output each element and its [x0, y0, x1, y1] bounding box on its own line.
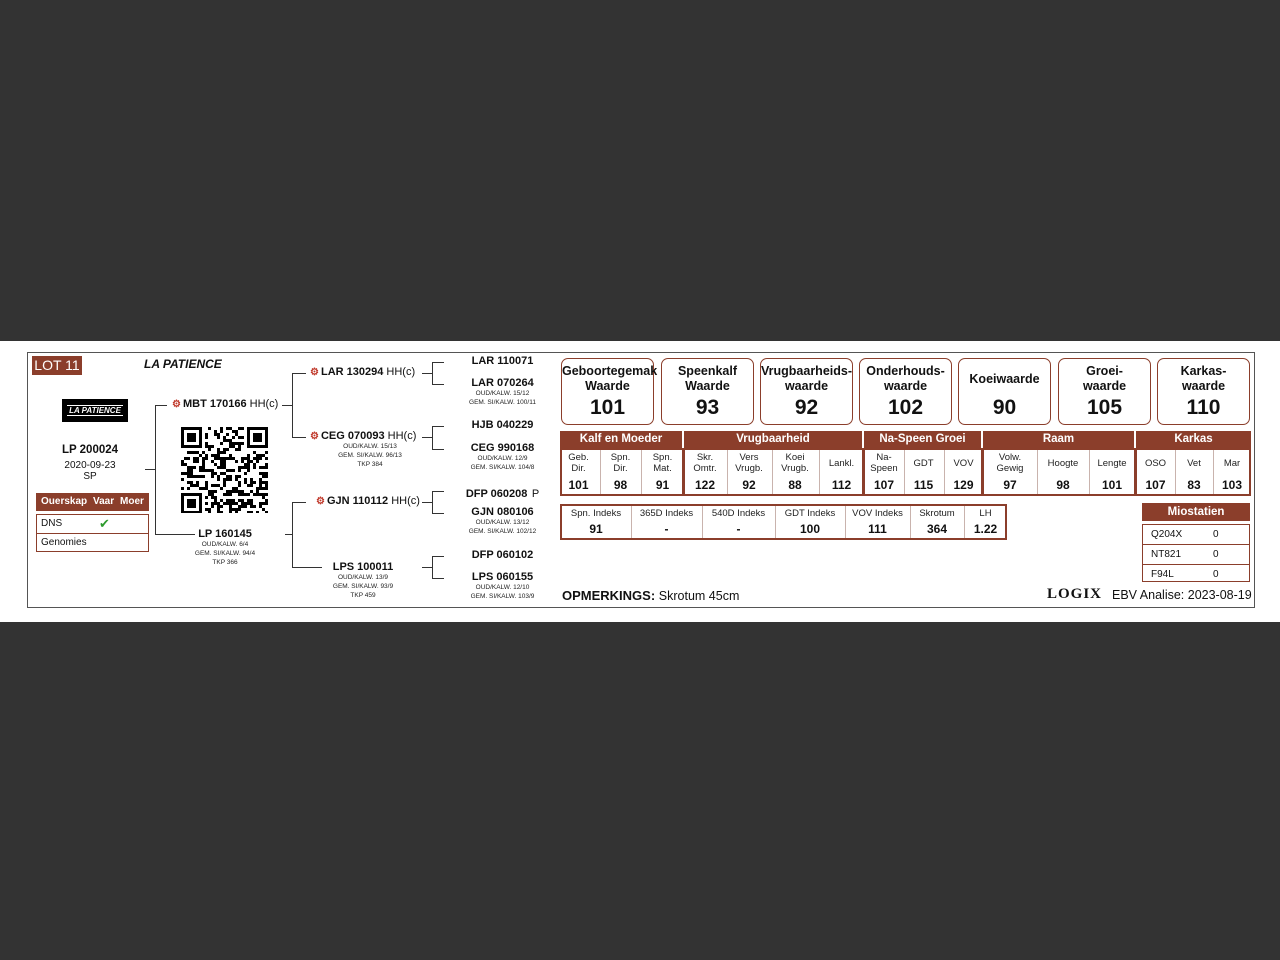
myo-key: Q204X: [1151, 529, 1183, 540]
dd-id: LPS 100011: [332, 561, 394, 573]
myostatin-row: [1143, 565, 1249, 584]
farm-logo-text: LA PATIENCE: [69, 406, 121, 415]
index-cell: Skrotum 364: [910, 506, 963, 538]
trait-cell: Vers Vrugb. 92: [727, 450, 770, 494]
sire-id: MBT 170166: [182, 398, 247, 410]
trait-cell: Vet 83: [1175, 450, 1212, 494]
g8-id: LPS 060155: [471, 571, 534, 583]
g1-id: LAR 110071: [471, 355, 534, 367]
value-box-value: 93: [695, 396, 720, 419]
sire-tag: HH(c): [249, 398, 279, 410]
cat-calf-mother: Kalf en Moeder: [560, 431, 682, 448]
index-cell: 540D Indeks -: [702, 506, 774, 538]
farm-name: LA PATIENCE: [144, 357, 222, 371]
g2-id: LAR 070264: [471, 377, 534, 389]
gg-6: [455, 506, 550, 536]
value-box-value: 105: [1086, 396, 1123, 419]
dam-line2: GEM. SI/KALW. 94/4: [194, 550, 256, 557]
trait-cell: Geb. Dir. 101: [568, 452, 589, 492]
value-box-label: Speenkalf Waarde: [677, 364, 738, 393]
value-box: [661, 358, 754, 425]
remarks-text: Skrotum 45cm: [658, 589, 740, 603]
index-cell: 365D Indeks -: [631, 506, 701, 538]
sire-dam-symbol-icon: ⚙: [310, 431, 319, 442]
value-box-label: Vrugbaarheids- waarde: [761, 364, 852, 393]
myo-key: F94L: [1151, 569, 1174, 580]
sd-line1: OUD/KALW. 15/13: [343, 443, 397, 450]
dd-line3: TKP 459: [350, 592, 376, 599]
ownership-table: [36, 514, 149, 552]
trait-cell: Skr. Omtr. 122: [693, 452, 717, 492]
trait-cell: Spn. Mat. 91: [641, 450, 683, 494]
value-box: [958, 358, 1051, 425]
dd-line1: OUD/KALW. 13/9: [337, 574, 389, 581]
myo-val: 0: [1213, 529, 1219, 540]
trait-cell: Koei Vrugb. 88: [772, 450, 817, 494]
remarks: [562, 588, 739, 603]
sd-id: CEG 070093: [320, 430, 385, 442]
ds-tag: HH(c): [391, 495, 420, 507]
myostatin-row: [1143, 545, 1249, 565]
sire-dam: [310, 430, 425, 469]
value-box: [1157, 358, 1250, 425]
value-box: [859, 358, 952, 425]
value-box-label: Groei- waarde: [1082, 364, 1127, 393]
gg-5: [455, 484, 550, 502]
sire-sire-symbol-icon: ⚙: [310, 367, 319, 378]
trait-cell: Lengte 101: [1089, 450, 1134, 494]
trait-cell: Hoogte 98: [1037, 450, 1088, 494]
g6-line1: OUD/KALW. 13/12: [475, 519, 530, 526]
sd-line2: GEM. SI/KALW. 96/13: [338, 452, 402, 459]
sire-sire: [310, 366, 415, 378]
g3-id: HJB 040229: [471, 419, 534, 431]
value-box-label: Koeiwaarde: [969, 372, 1040, 386]
value-box-value: 92: [794, 396, 819, 419]
dam-dam: [318, 561, 408, 600]
dam-id: LP 160145: [198, 528, 252, 540]
trait-cell: VOV 129: [944, 450, 982, 494]
gg-4: [455, 442, 550, 472]
check-icon: ✔: [99, 516, 110, 531]
gg-7: [455, 549, 550, 561]
value-box-value: 90: [992, 396, 1017, 419]
gg-8: [455, 571, 550, 601]
ownership-row-dns: [37, 515, 148, 534]
gg-3: [455, 419, 550, 431]
trait-cell: Volw. Gewig 97: [996, 452, 1024, 492]
myostatin-header: Miostatien: [1142, 503, 1250, 521]
ownership-header-2: Vaar: [93, 496, 115, 507]
g7-id: DFP 060102: [471, 549, 534, 561]
ownership-row-genomics: [37, 534, 148, 552]
cat-post-wean-growth: Na-Speen Groei: [864, 431, 981, 448]
logix-logo: LOGIX: [1047, 586, 1103, 602]
ownership-header: [36, 493, 149, 511]
value-box-value: 101: [589, 396, 626, 419]
myostatin-table: [1142, 524, 1250, 582]
value-box-label: Geboortegemak Waarde: [562, 364, 658, 393]
trait-cell: GDT 115: [904, 450, 942, 494]
animal-id: LP 200024: [61, 444, 119, 456]
value-box-value: 102: [887, 396, 924, 419]
value-box-label: Karkas- waarde: [1180, 364, 1227, 393]
sire: [172, 398, 278, 410]
cat-frame: Raam: [983, 431, 1134, 448]
value-box: [561, 358, 658, 425]
g6-id: GJN 080106: [471, 506, 534, 518]
dam: [175, 528, 275, 567]
trait-cell: Spn. Dir. 98: [600, 450, 640, 494]
dam-line3: TKP 366: [212, 559, 238, 566]
animal-dob: 2020-09-23: [64, 460, 116, 471]
animal-info: [40, 444, 140, 482]
ownership-header-3: Moer: [120, 496, 144, 507]
ds-id: GJN 110112: [326, 495, 389, 507]
trait-cell: Na- Speen 107: [870, 452, 898, 492]
trait-cell: Lankl. 112: [819, 450, 863, 494]
index-cell: GDT Indeks 100: [775, 506, 844, 538]
g4-id: CEG 990168: [470, 442, 535, 454]
myo-val: 0: [1213, 549, 1219, 560]
analysis-date: EBV Analise: 2023-08-19: [1112, 588, 1252, 602]
g4-line2: GEM. SI/KALW. 104/8: [470, 464, 535, 471]
farm-logo: [62, 399, 128, 422]
dam-line1: OUD/KALW. 6/4: [201, 541, 249, 548]
g6-line2: GEM. SI/KALW. 102/12: [468, 528, 537, 535]
sire-symbol-icon: ⚙: [172, 399, 181, 410]
ownership-label: DNS: [41, 518, 63, 529]
gg-2: [455, 377, 550, 407]
value-box: [760, 358, 853, 425]
myo-val: 0: [1213, 569, 1219, 580]
ownership-header-1: Ouerskap: [41, 496, 88, 507]
dd-line2: GEM. SI/KALW. 93/9: [332, 583, 394, 590]
g2-line2: GEM. SI/KALW. 100/11: [469, 399, 536, 406]
ss-tag: HH(c): [386, 366, 416, 378]
sd-tag: HH(c): [387, 430, 417, 442]
g4-line1: OUD/KALW. 12/9: [477, 455, 528, 462]
value-box-value: 110: [1186, 396, 1221, 419]
index-cell: VOV Indeks 111: [845, 506, 909, 538]
value-box: [1058, 358, 1151, 425]
g2-line1: OUD/KALW. 15/12: [475, 390, 530, 397]
myostatin-row: [1143, 525, 1249, 545]
gg-1: [455, 355, 550, 367]
value-box-label: Onderhouds- waarde: [866, 364, 945, 393]
index-cell: Spn. Indeks 91: [570, 508, 622, 536]
ownership-label: Genomies: [41, 537, 87, 548]
cat-carcass: Karkas: [1136, 431, 1251, 448]
animal-breed-code: SP: [83, 471, 97, 482]
ss-id: LAR 130294: [320, 366, 384, 378]
trait-cell: Mar 103: [1213, 450, 1250, 494]
g8-line2: GEM. SI/KALW. 103/9: [470, 593, 535, 600]
g5-tag: P: [531, 488, 540, 500]
remarks-label: OPMERKINGS:: [562, 588, 656, 603]
g8-line1: OUD/KALW. 12/10: [475, 584, 530, 591]
index-cell: LH 1.22: [964, 506, 1006, 538]
dam-sire: [316, 495, 420, 507]
myo-key: NT821: [1151, 549, 1182, 560]
qr-code: [181, 427, 269, 513]
lot-badge: LOT 11: [32, 356, 82, 375]
dam-sire-symbol-icon: ⚙: [316, 496, 325, 507]
g5-id: DFP 060208: [465, 488, 528, 500]
sd-line3: TKP 384: [357, 461, 383, 468]
cat-fertility: Vrugbaarheid: [684, 431, 862, 448]
trait-cell: OSO 107: [1144, 458, 1167, 492]
